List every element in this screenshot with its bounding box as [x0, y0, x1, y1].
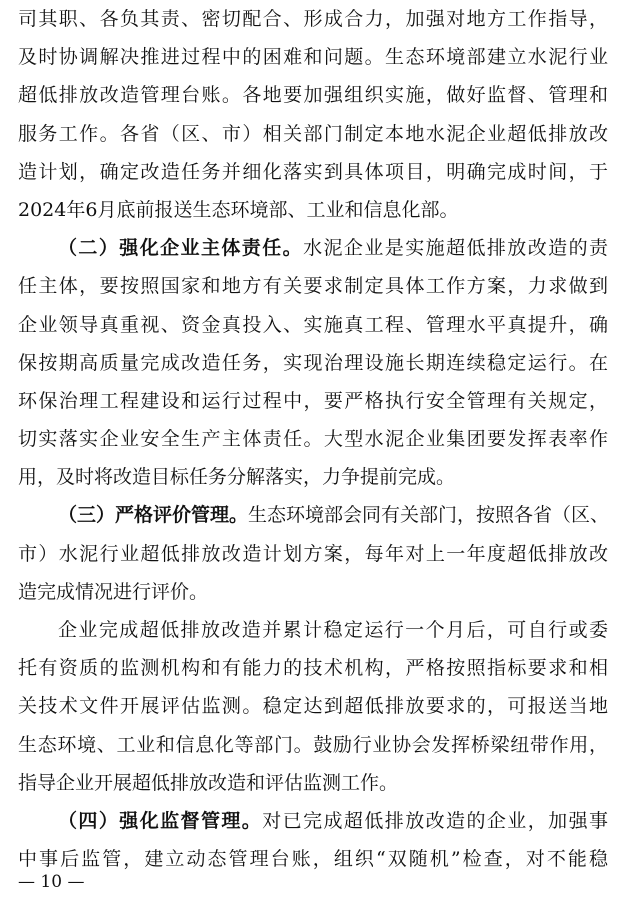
- document-body: [18, 0, 608, 878]
- text-line: 企业完成超低排放改造并累计稳定运行一个月后，可自行或委: [58, 619, 608, 641]
- section-heading: （三）严格评价管理。: [58, 504, 249, 527]
- text-segment: 生态环境部会同有关部门，按照各省（区、: [248, 504, 610, 527]
- text-line: 市）水泥行业超低排放改造计划方案，每年对上一年度超低排放改: [18, 542, 608, 565]
- text-line: 服务工作。各省（区、市）相关部门制定本地水泥企业超低排放改: [18, 122, 608, 145]
- text-line: 保按期高质量完成改造任务，实现治理设施长期连续稳定运行。在: [18, 351, 608, 374]
- section-heading-line: [18, 802, 608, 840]
- text-line: 任主体，要按照国家和地方有关要求制定具体工作方案，力求做到: [18, 275, 608, 298]
- text-line: 企业领导真重视、资金真投入、实施真工程、管理水平真提升，确: [18, 313, 608, 336]
- text-segment: 对已完成超低排放改造的企业，加强事: [262, 809, 608, 832]
- text-line: 造完成情况进行评价。: [18, 580, 209, 603]
- text-line: 司其职、各负其责、密切配合、形成合力，加强对地方工作指导，: [18, 8, 608, 30]
- section-heading-line: [18, 496, 608, 534]
- text-line: 造计划，确定改造任务并细化落实到具体项目，明确完成时间，于: [18, 160, 608, 183]
- text-line: 及时协调解决推进过程中的困难和问题。生态环境部建立水泥行业: [18, 46, 608, 69]
- text-line: 生态环境、工业和信息化等部门。鼓励行业协会发挥桥梁纽带作用，: [18, 733, 608, 756]
- page-number: — 10 —: [18, 872, 85, 892]
- text-line: 指导企业开展超低排放改造和评估监测工作。: [18, 771, 399, 794]
- text-line: 切实落实企业安全生产主体责任。大型水泥企业集团要发挥表率作: [18, 428, 608, 451]
- section-heading-line: [18, 229, 608, 267]
- text-line: 环保治理工程建设和运行过程中，要严格执行安全管理有关规定，: [18, 389, 608, 412]
- text-line: 超低排放改造管理台账。各地要加强组织实施，做好监督、管理和: [18, 84, 608, 107]
- section-heading: （二）强化企业主体责任。: [58, 237, 304, 260]
- text-line: 中事后监管，建立动态管理台账，组织“双随机”检查，对不能稳: [18, 848, 608, 871]
- text-line: 托有资质的监测机构和有能力的技术机构，严格按照指标要求和相: [18, 657, 608, 680]
- text-line: 用，及时将改造目标任务分解落实，力争提前完成。: [18, 466, 456, 489]
- text-line: 关技术文件开展评估监测。稳定达到超低排放要求的，可报送当地: [18, 695, 608, 718]
- text-segment: 水泥企业是实施超低排放改造的责: [303, 237, 608, 260]
- section-heading: （四）强化监督管理。: [58, 809, 263, 832]
- text-line: 2024年6月底前报送生态环境部、工业和信息化部。: [18, 198, 459, 221]
